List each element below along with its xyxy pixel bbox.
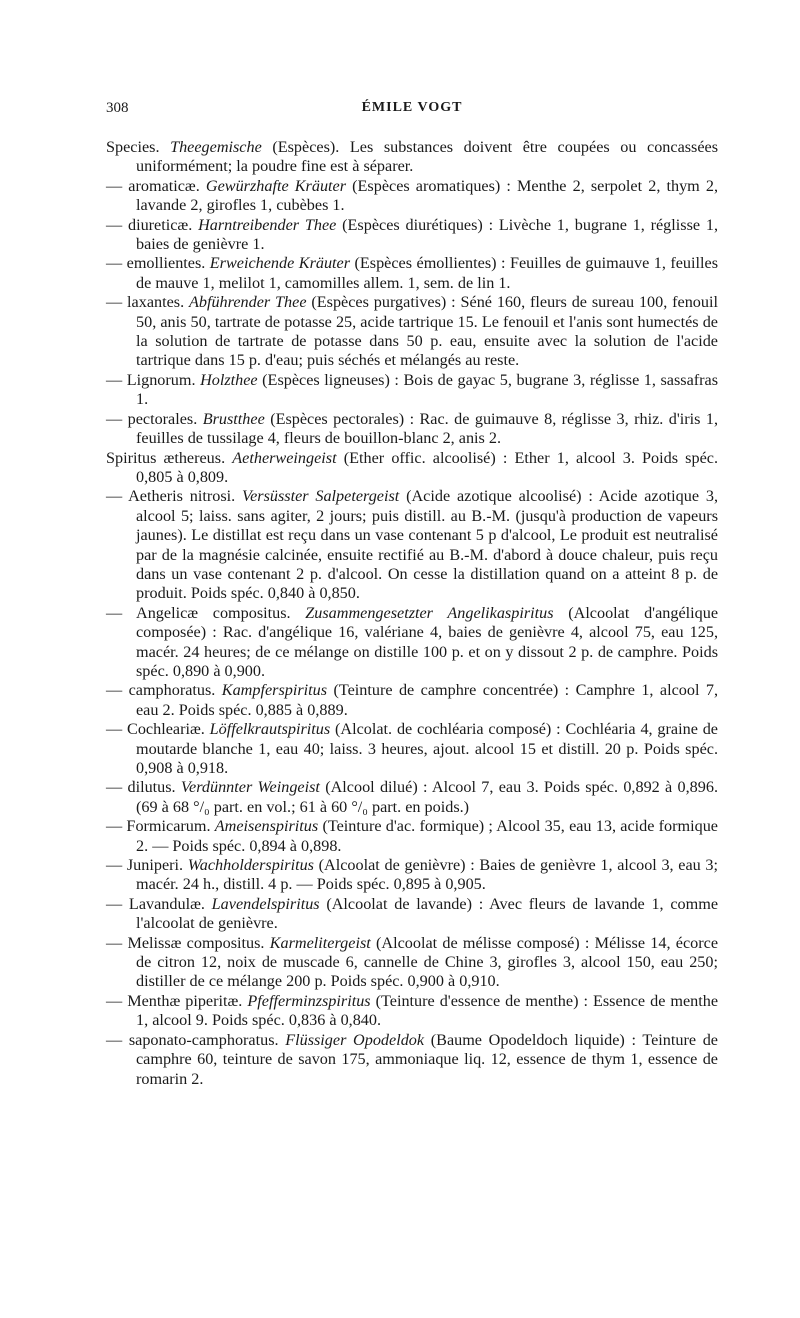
entry-paragraph xyxy=(106,216,718,255)
entry-german-name: Lavendelspiritus xyxy=(211,894,320,913)
entry-paragraph xyxy=(106,410,718,449)
entry-lead: — Melissæ compositus. xyxy=(106,933,265,952)
entry-german-name: Karmelitergeist xyxy=(269,933,371,952)
page-header xyxy=(106,100,718,120)
entry-paragraph xyxy=(106,293,718,371)
entry-text: (Espèces aromatiques) : Menthe 2, serpolet 2, thym 2, lavande 2, girofles 1, cubèbes 1. xyxy=(136,176,719,215)
entry-text: (Espèces ligneuses) : Bois de gayac 5, bugrane 3, réglisse 1, sassafras 1. xyxy=(136,370,719,409)
entry-paragraph xyxy=(106,720,718,778)
entry-paragraph xyxy=(106,138,718,177)
entry-text: (Teinture d'essence de menthe) : Essence de menthe 1, alcool 9. Poids spéc. 0,836 à 0,840. xyxy=(136,991,719,1030)
entry-german-name: Löffelkrautspiritus xyxy=(209,720,331,739)
entry-lead: — dilutus. xyxy=(106,778,176,797)
entry-text: (Alcoolat de lavande) : Avec fleurs de lavande 1, comme l'alcoolat de genièvre. xyxy=(136,894,718,933)
entry-german-name: Brustthee xyxy=(202,409,265,428)
entry-german-name: Flüssiger Opodeldok xyxy=(285,1030,425,1049)
entry-text: (Alcoolat d'angélique composée) : Rac. d'angélique 16, valériane 4, baies de genièvre 4, alcool 75, eau 125, macér. 24 heures; de ce mélange on distille 100 p. et on y dissout 2 p. de camphre. Poids spéc. 0,890 à 0,900. xyxy=(136,603,719,680)
entry-lead: — Lignorum. xyxy=(106,370,196,389)
entry-text: (Teinture d'ac. formique) ; Alcool 35, eau 13, acide formique 2. — Poids spéc. 0,894 à 0,898. xyxy=(136,817,718,855)
running-head: ÉMILE VOGT xyxy=(361,100,463,115)
entry-german-name: Theegemische xyxy=(170,138,262,156)
entry-lead: — saponato-camphoratus. xyxy=(106,1030,279,1049)
entry-text: (Espèces pectorales) : Rac. de guimauve 8, réglisse 3, rhiz. d'iris 1, feuilles de tussilage 4, fleurs de bouillon-blanc 2, anis 2. xyxy=(136,409,719,448)
entry-german-name: Holzthee xyxy=(200,370,258,389)
entry-lead: — diureticæ. xyxy=(106,215,193,234)
entry-german-name: Ameisenspiritus xyxy=(214,817,319,836)
entry-lead: — Aetheris nitrosi. xyxy=(106,487,236,506)
entry-paragraph xyxy=(106,449,718,488)
entry-lead: — Angelicæ compositus. xyxy=(106,603,291,622)
entry-lead: — Lavandulæ. xyxy=(106,894,205,913)
entry-text: (Alcolat. de cochléaria composé) : Cochléaria 4, graine de moutarde blanche 1, eau 40; laiss. 3 heures, ajout. alcool 15 et distill. 20 p. Poids spéc. 0,908 à 0,918. xyxy=(136,720,718,777)
entry-text: (Alcoolat de genièvre) : Baies de genièvre 1, alcool 3, eau 3; macér. 24 h., distill. 4 p. — Poids spéc. 0,895 à 0,905. xyxy=(136,856,719,894)
entry-text: (Espèces). Les substances doivent être coupées ou concassées uniformément; la poudre fine est à séparer. xyxy=(136,138,719,176)
entry-german-name: Erweichende Kräuter xyxy=(209,254,351,273)
entry-german-name: Pfefferminzspiritus xyxy=(247,991,371,1010)
entry-lead: — emollientes. xyxy=(106,254,206,273)
entry-german-name: Abführender Thee xyxy=(188,293,307,312)
entry-paragraph xyxy=(106,177,718,216)
entry-paragraph xyxy=(106,681,718,720)
entry-paragraph xyxy=(106,778,718,817)
entry-paragraph xyxy=(106,254,718,293)
entry-german-name: Versüsster Salpetergeist xyxy=(242,487,400,506)
entry-german-name: Verdünnter Weingeist xyxy=(180,778,320,797)
entry-text: (Ether offic. alcoolisé) : Ether 1, alcool 3. Poids spéc. 0,805 à 0,809. xyxy=(136,448,718,486)
page-number: 308 xyxy=(106,100,129,116)
entry-paragraph xyxy=(106,817,718,856)
entry-paragraph xyxy=(106,604,718,682)
entry-german-name: Harntreibender Thee xyxy=(198,215,337,234)
entry-lead: — Menthæ piperitæ. xyxy=(106,991,243,1010)
entry-text: (Acide azotique alcoolisé) : Acide azotique 3, alcool 5; laiss. sans agiter, 2 jours; puis distill. au B.-M. (jusqu'à production de vapeurs jaunes). Le distillat est reçu dans un vase contenant 5 p d'alcool, Le produit est neutralisé par de la magnésie calcinée, ensuite rectifié au B.-M. d'abord à douce chaleur, puis reçu dans un vase contenant 2 p. d'alcool. On cesse la distillation quand on a atteint 8 p. de produit. Poids spéc. 0,840 à 0,850. xyxy=(136,487,718,603)
entry-text: (Espèces diurétiques) : Livèche 1, bugrane 1, réglisse 1, baies de genièvre 1. xyxy=(136,215,718,254)
entry-text: (Espèces émollientes) : Feuilles de guimauve 1, feuilles de mauve 1, melilot 1, camomilles allem. 1, sem. de lin 1. xyxy=(136,254,718,292)
entry-german-name: Zusammengesetzter Angelikaspiritus xyxy=(305,603,554,622)
entry-lead: Species. xyxy=(106,138,160,156)
entry-lead: — Formicarum. xyxy=(106,817,211,836)
entry-german-name: Aetherweingeist xyxy=(232,448,337,467)
entry-lead: — Juniperi. xyxy=(106,856,184,875)
entry-text: (Alcoolat de mélisse composé) : Mélisse 14, écorce de citron 12, noix de muscade 6, cannelle de Chine 3, girofles 3, alcool 150, eau 250; distiller de ce mélange 200 p. Poids spéc. 0,900 à 0,910. xyxy=(136,933,719,991)
entry-lead: — pectorales. xyxy=(106,409,198,428)
entry-text: (Espèces purgatives) : Séné 160, fleurs de sureau 100, fenouil 50, anis 50, tartrate de potasse 25, acide tartrique 15. Le fenouil et l'anis sont humectés de la solution de tartrate de potasse dans 50 p. eau, ensuite avec la solution de l'acide tartrique dans 15 p. d'eau; puis séchés et mélangés au reste. xyxy=(136,293,718,370)
entry-paragraph xyxy=(106,371,718,410)
entry-paragraph xyxy=(106,1031,718,1089)
entry-lead: — aromaticæ. xyxy=(106,176,200,195)
entry-paragraph xyxy=(106,934,718,992)
entry-paragraph xyxy=(106,487,718,603)
entry-text: (Alcool dilué) : Alcool 7, eau 3. Poids spéc. 0,892 à 0,896. (69 à 68 °/₀ part. en vol.; 61 à 60 °/₀ part. en poids.) xyxy=(136,778,719,816)
entry-text: (Teinture de camphre concentrée) : Camphre 1, alcool 7, eau 2. Poids spéc. 0,885 à 0,889. xyxy=(136,681,719,719)
entry-german-name: Kampferspiritus xyxy=(221,681,328,700)
entry-text: (Baume Opodeldoch liquide) : Teinture de camphre 60, teinture de savon 175, ammoniaque liq. 12, essence de thym 1, essence de romarin 2. xyxy=(136,1030,718,1088)
entry-paragraph xyxy=(106,895,718,934)
entry-lead: — laxantes. xyxy=(106,293,185,312)
entry-german-name: Gewürzhafte Kräuter xyxy=(205,176,347,195)
entry-lead: — camphoratus. xyxy=(106,681,216,700)
entry-paragraph xyxy=(106,856,718,895)
entry-paragraph xyxy=(106,992,718,1031)
text-body xyxy=(106,138,718,1089)
entry-lead: — Cochleariæ. xyxy=(106,720,205,739)
entry-german-name: Wachholderspiritus xyxy=(187,856,314,875)
entry-lead: Spiritus æthereus. xyxy=(106,448,226,467)
